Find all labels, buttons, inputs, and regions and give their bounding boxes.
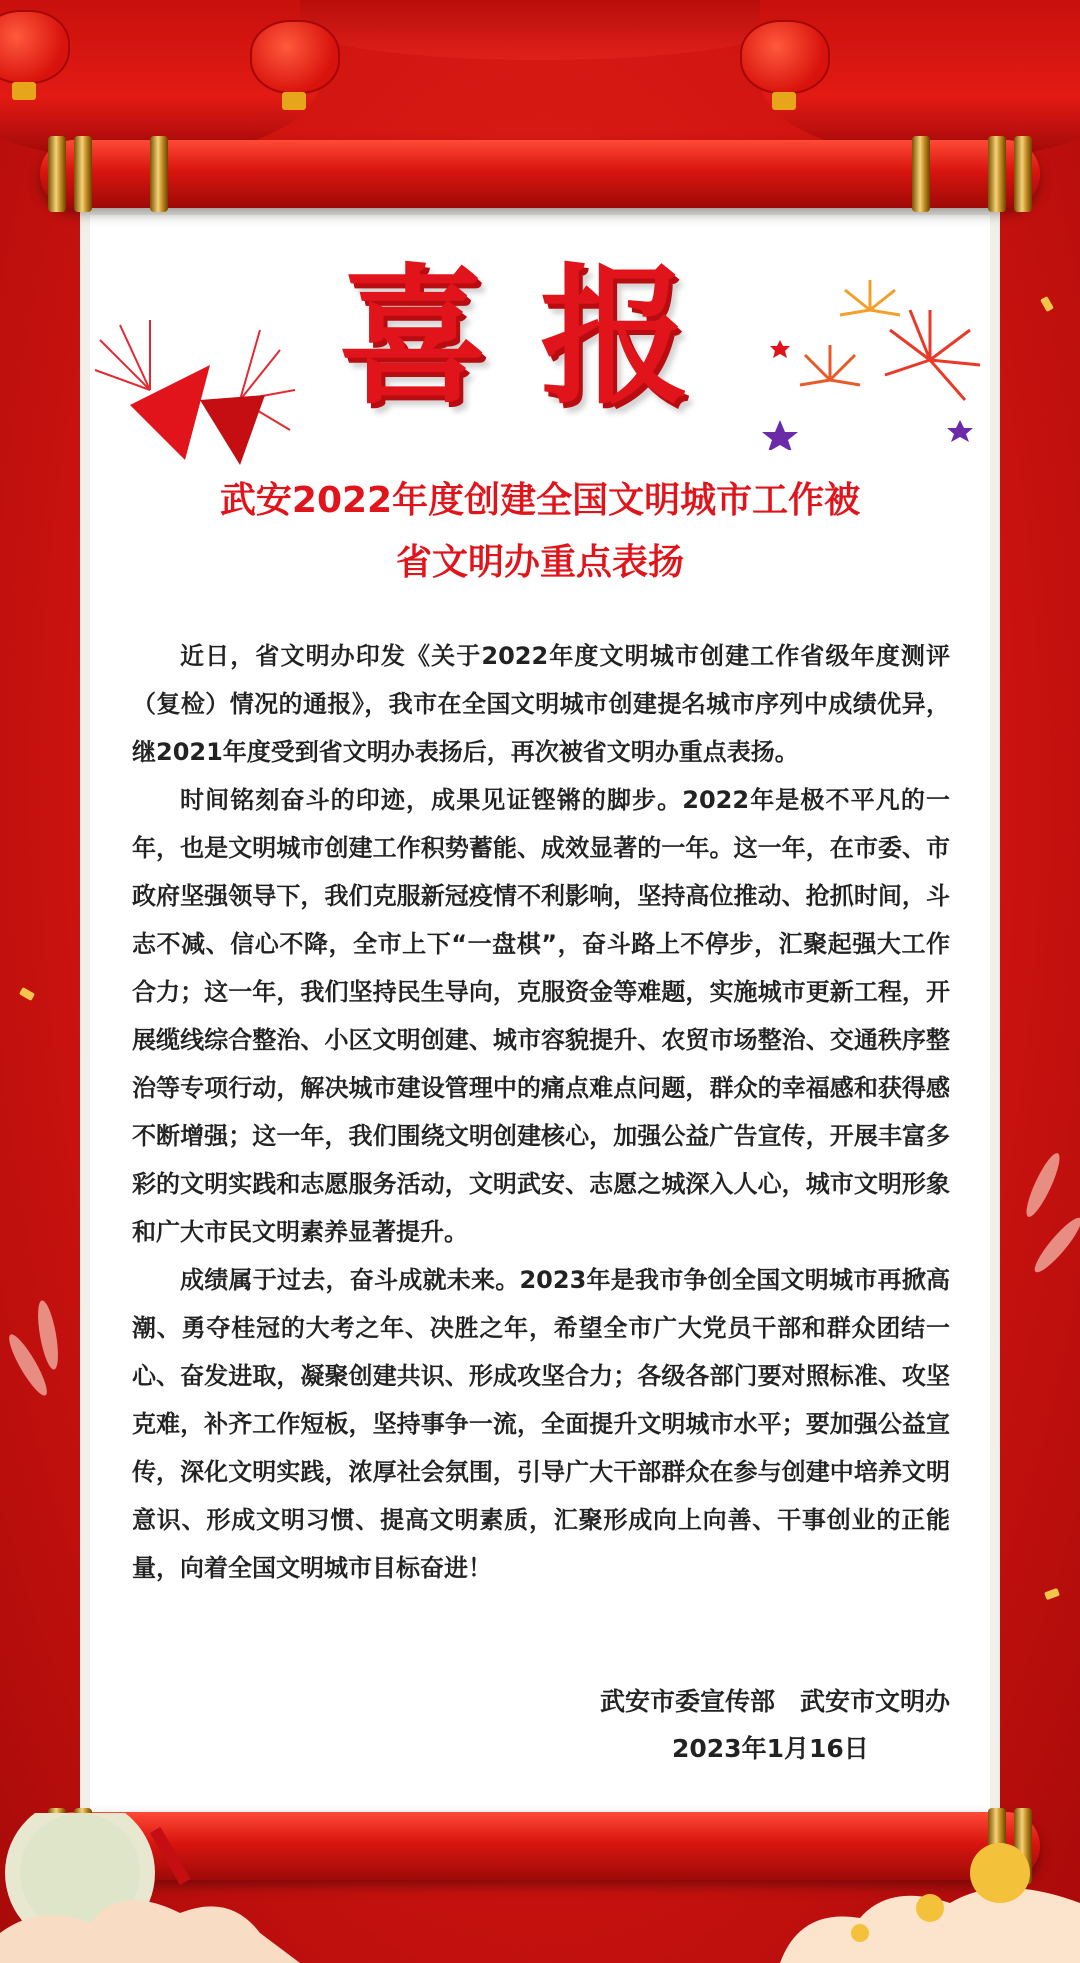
paragraph: 近日，省文明办印发《关于2022年度文明城市创建工作省级年度测评（复检）情况的通报》，我市在全国文明城市创建提名城市序列中成绩优异，继2021年度受到省文明办表扬后，再次被省文明办重点表扬。 — [132, 642, 950, 766]
lantern-icon — [250, 20, 340, 94]
signature: 武安市委宣传部 武安市文明办 — [599, 1687, 950, 1716]
headline-line-1: 武安2022年度创建全国文明城市工作被 — [219, 480, 861, 521]
lantern-icon — [0, 10, 70, 84]
confetti-decoration — [1044, 1588, 1060, 1600]
palm-leaf-decoration — [1021, 1150, 1065, 1220]
paragraph: 时间铭刻奋斗的印迹，成果见证铿锵的脚步。2022年是极不平凡的一年，也是文明城市创建工作积势蓄能、成效显著的一年。这一年，在市委、市政府坚强领导下，我们克服新冠疫情不利影响，坚持高位推动、抢抓时间，斗志不减、信心不降，全市上下“一盘棋”，奋斗路上不停步，汇聚起强大工作合力；这一年，我们坚持民生导向，克服资金等难题，实施城市更新工程，开展缆线综合整治、小区文明创建、城市容貌提升、农贸市场整治、交通秩序整治等专项行动，解决城市建设管理中的痛点难点问题，群众的幸福感和获得感不断增强；这一年，我们围绕文明创建核心，加强公益广告宣传，开展丰富多彩的文明实践和志愿服务活动，文明武安、志愿之城深入人心，城市文明形象和广大市民文明素养显著提升。 — [132, 786, 950, 1246]
scroll-top-roller — [40, 140, 1040, 208]
page-title: 喜报 — [337, 249, 742, 425]
confetti-decoration — [19, 987, 35, 1001]
palm-leaf-decoration — [1029, 1213, 1080, 1277]
top-curtain — [300, 0, 780, 60]
cloud-decoration — [0, 1813, 1080, 1963]
headline-line-2: 省文明办重点表扬 — [395, 542, 684, 583]
announcement-body — [132, 632, 950, 1592]
palm-leaf-decoration — [34, 1299, 62, 1371]
date: 2023年1月16日 — [672, 1734, 869, 1763]
paragraph: 成绩属于过去，奋斗成就未来。2023年是我市争创全国文明城市再掀高潮、勇夺桂冠的大考之年、决胜之年，希望全市广大党员干部和群众团结一心、奋发进取，凝聚创建共识、形成攻坚合力；各级各部门要对照标准、攻坚克难，补齐工作短板，坚持事争一流，全面提升文明城市水平；要加强公益宣传，深化文明实践，浓厚社会氛围，引导广大干部群众在参与创建中培养文明意识、形成文明习惯、提高文明素质，汇聚形成向上向善、干事创业的正能量，向着全国文明城市目标奋进！ — [132, 1266, 950, 1582]
lantern-icon — [740, 20, 830, 94]
